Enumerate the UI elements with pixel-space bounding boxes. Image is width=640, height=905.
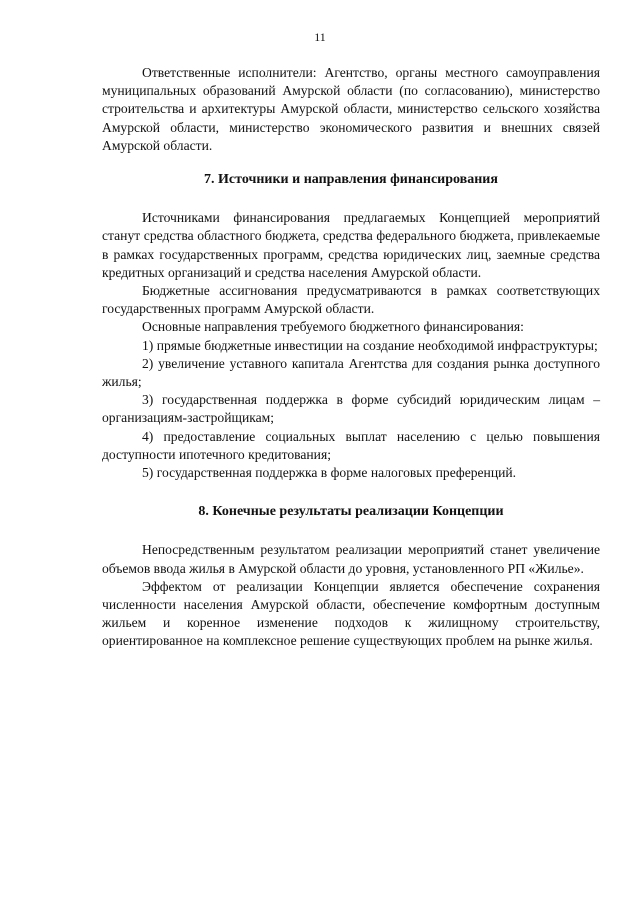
section-7-heading: 7. Источники и направления финансирования [204,172,498,188]
section-8-heading: 8. Конечные результаты реализации Концепции [198,504,504,520]
section-7-list-item: 3) государственная поддержка в форме субсидий юридическим лицам – организациям-застройщикам; [102,392,600,426]
section-7-paragraph-budget-allocations: Бюджетные ассигнования предусматриваются в рамках соответствующих государственных программ Амурской области. [102,283,600,317]
section-7-list-item: 1) прямые бюджетные инвестиции на создание необходимой инфраструктуры; [142,337,598,353]
section-7-paragraph-main-directions: Основные направления требуемого бюджетного финансирования: [142,319,524,335]
section-7-list-item: 2) увеличение уставного капитала Агентства для создания рынка доступного жилья; [102,355,600,390]
section-7-paragraph-funding-sources: Источниками финансирования предлагаемых Концепцией мероприятий станут средства областного бюджета, средства федерального бюджета, привлекаемые в рамках государственных программ, средства юридических лиц, заемные средства кредитных организаций и средства населения Амурской области. [102,210,600,280]
section-7-list-item: 4) предоставление социальных выплат населению с целью повышения доступности ипотечного кредитования; [102,428,600,462]
section-8-paragraph-effect: Эффектом от реализации Концепции является обеспечение сохранения численности населения Амурской области, обеспечение комфортным доступным жильем и коренное изменение подходов к жилищному строительству, ориентированное на комплексное решение существующих проблем на рынке жилья. [102,578,600,649]
responsible-executors-paragraph: Ответственные исполнители: Агентство, органы местного самоуправления муниципальных образований Амурской области (по согласованию), министерство строительства и архитектуры Амурской области, министерство сельского хозяйства Амурской области, министерство экономического развития и внешних связей Амурской области. [102,65,600,153]
section-7-list-item: 5) государственная поддержка в форме налоговых преференций. [142,465,517,481]
document-body [102,64,600,651]
page-number: 11 [314,30,326,44]
section-8-paragraph-direct-result: Непосредственным результатом реализации мероприятий станет увеличение объемов ввода жилья в Амурской области до уровня, установленного РП «Жилье». [102,542,600,576]
